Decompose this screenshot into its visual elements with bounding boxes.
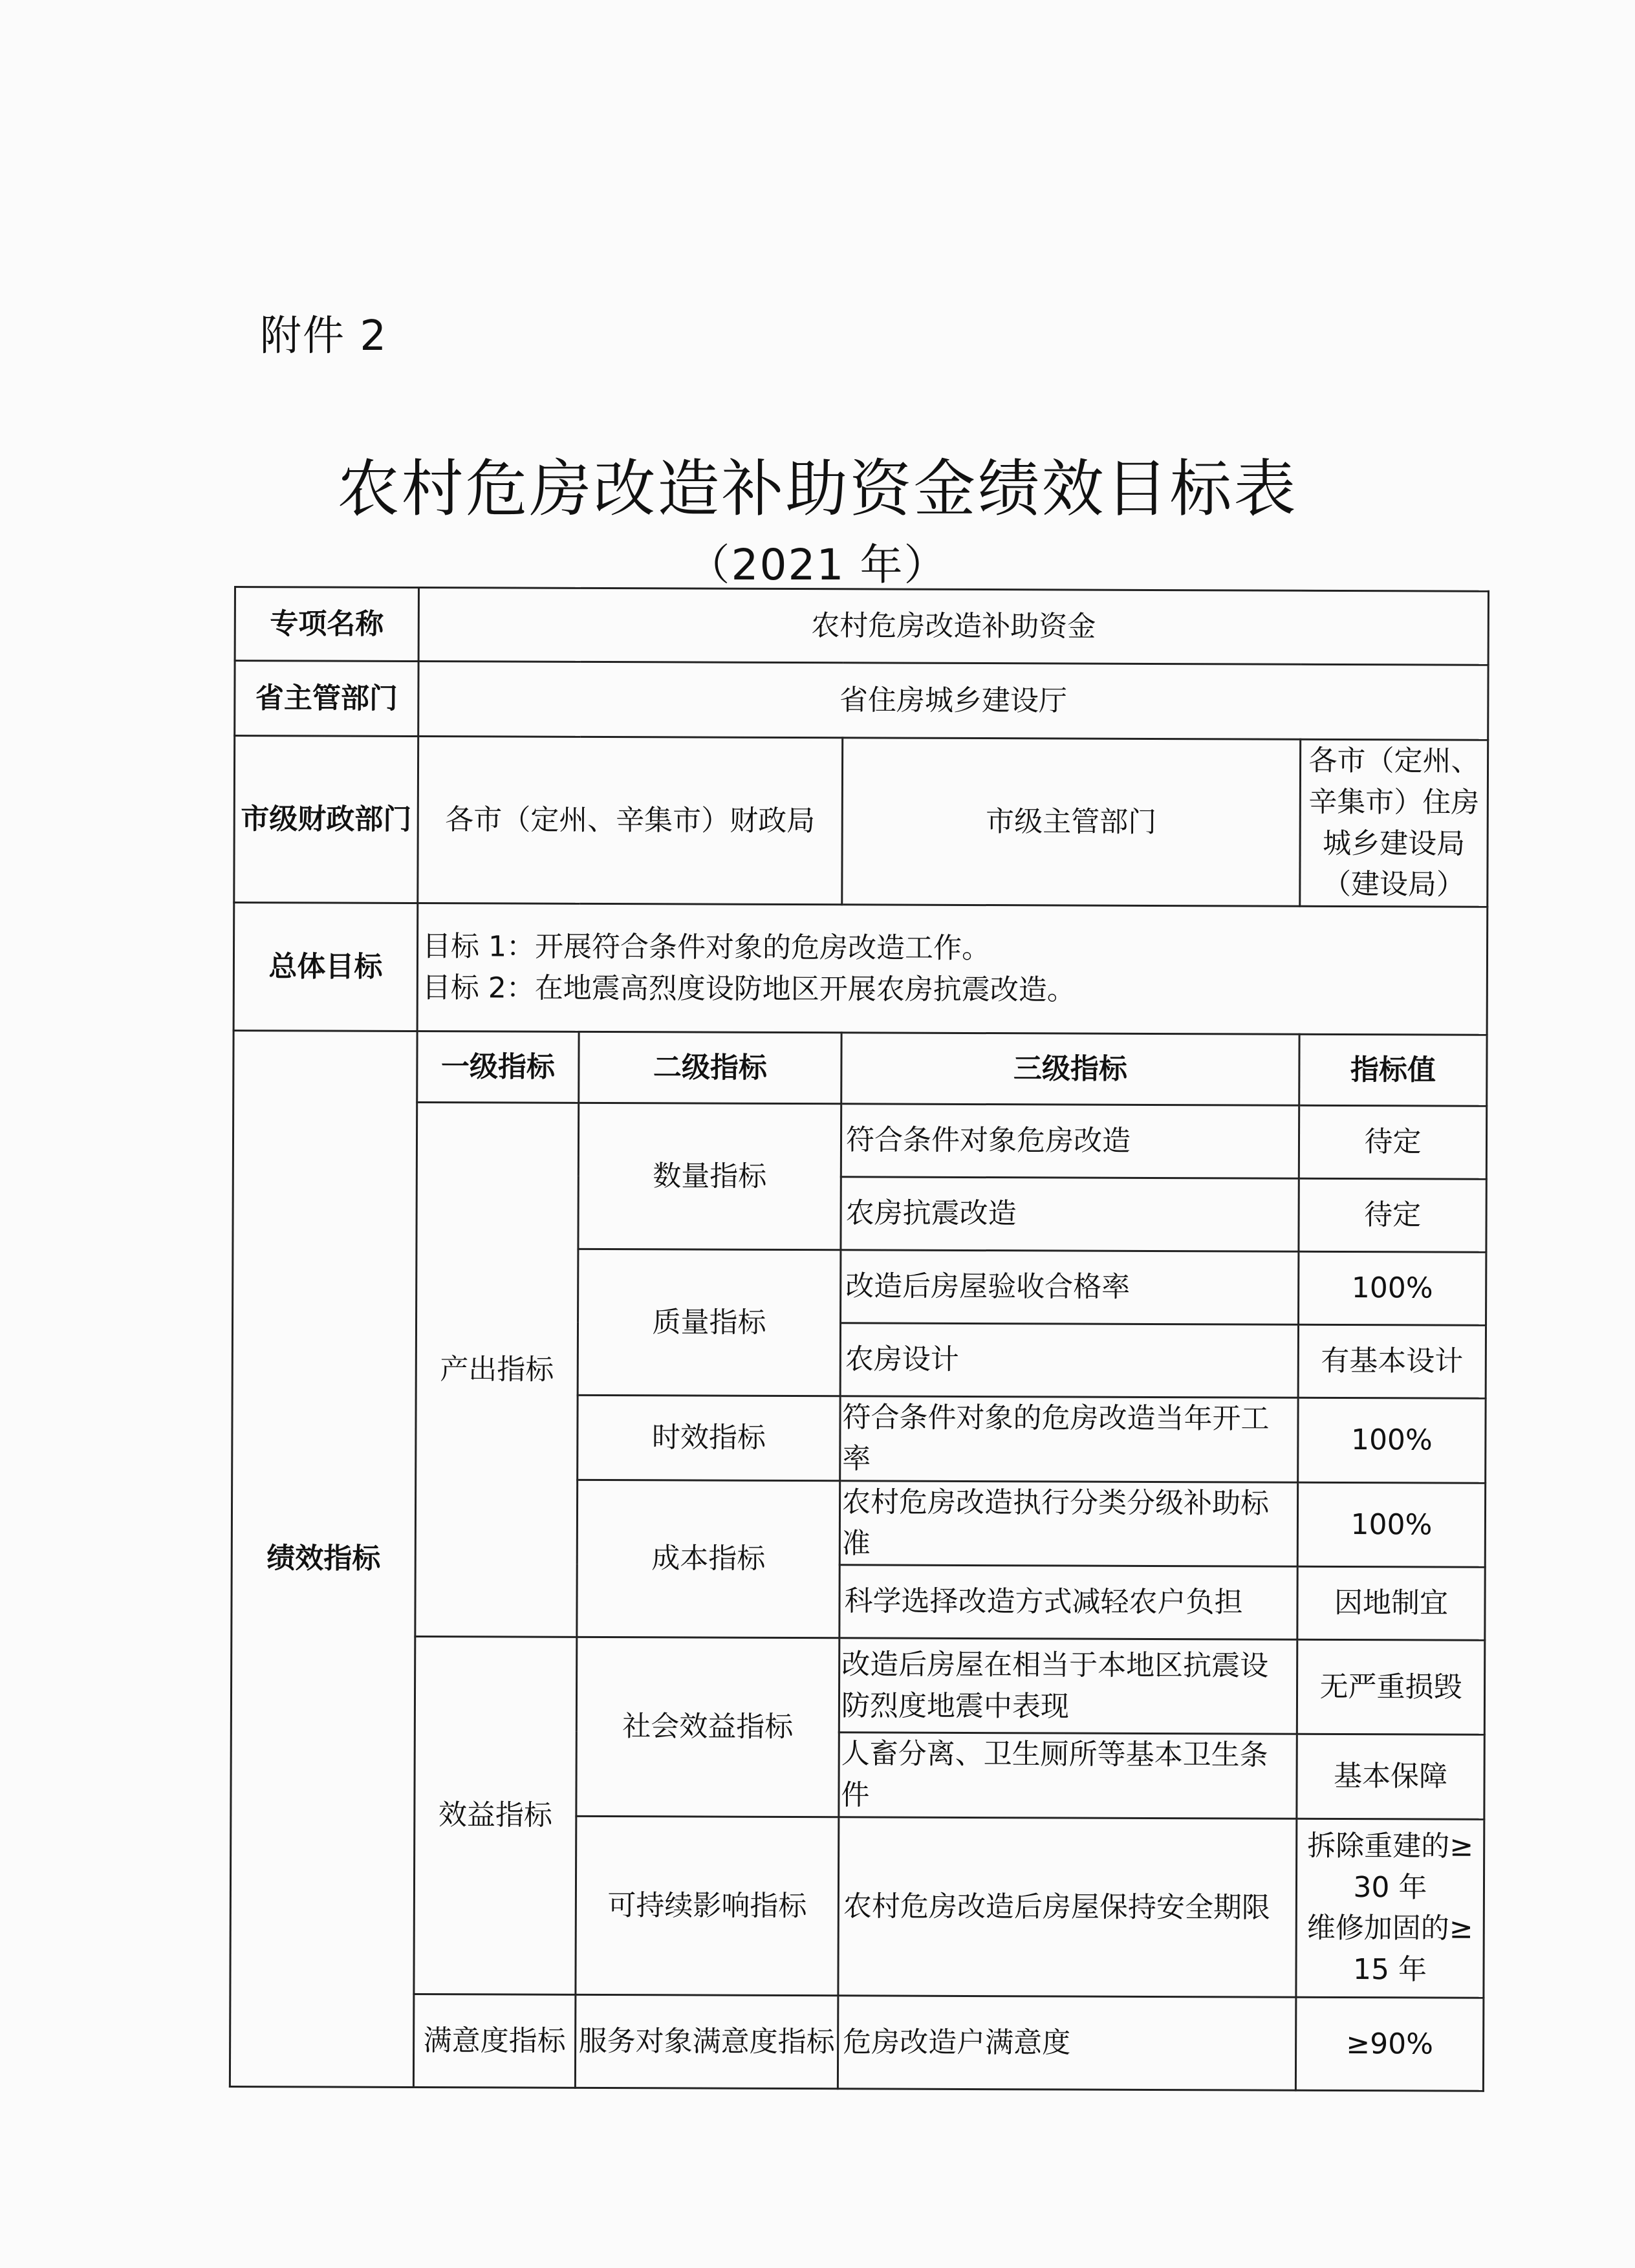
table-row: [235, 587, 1488, 665]
quality-row2-value: 有基本设计: [1298, 1324, 1486, 1398]
satisfaction-indicator-label: 满意度指标: [413, 1994, 576, 2088]
quantity-row1-name: 符合条件对象危房改造: [841, 1104, 1299, 1178]
table-row: [235, 661, 1488, 740]
output-indicator-label: 产出指标: [415, 1103, 579, 1637]
service-satisfaction-label: 服务对象满意度指标: [575, 1994, 838, 2088]
col-header-level1: 一级指标: [417, 1031, 579, 1103]
page-title: 农村危房改造补助资金绩效目标表: [337, 453, 1298, 525]
table-row: [233, 1031, 1487, 1107]
sustainable-value-line-2: 30 年: [1353, 1870, 1427, 1905]
col-header-level2: 二级指标: [579, 1032, 841, 1104]
overall-goal-1: 目标 1：开展符合条件对象的危房改造工作。: [422, 929, 991, 965]
benefit-indicator-label: 效益指标: [414, 1637, 577, 1994]
social-row2-name: 人畜分离、卫生厕所等基本卫生条件: [839, 1733, 1297, 1819]
city-dept-value: 各市（定州、辛集市）住房城乡建设局（建设局）: [1300, 739, 1488, 907]
sustainable-value-line-3: 维修加固的≥: [1306, 1912, 1473, 1946]
performance-indicators-label: 绩效指标: [230, 1031, 417, 2088]
overall-goal-value: [417, 903, 1488, 1035]
quality-indicator-label: 质量指标: [578, 1249, 841, 1396]
quality-row2-name: 农房设计: [840, 1323, 1298, 1398]
overall-goal-2: 目标 2：在地震高烈度设防地区开展农房抗震改造。: [422, 971, 1076, 1007]
project-name-label: 专项名称: [235, 587, 418, 662]
project-name-value: 农村危房改造补助资金: [418, 587, 1488, 665]
cost-row2-value: 因地制宜: [1297, 1567, 1485, 1641]
social-row1-value: 无严重损毁: [1297, 1640, 1485, 1735]
sustainable-value-line-4: 15 年: [1352, 1953, 1427, 1987]
cost-row2-name: 科学选择改造方式减轻农户负担: [839, 1565, 1297, 1639]
city-dept-label: 市级主管部门: [842, 738, 1301, 907]
quality-row1-name: 改造后房屋验收合格率: [841, 1250, 1299, 1324]
timeliness-indicator-label: 时效指标: [578, 1396, 840, 1481]
cost-row1-name: 农村危房改造执行分类分级补助标准: [839, 1481, 1297, 1567]
social-benefit-label: 社会效益指标: [576, 1637, 839, 1817]
col-header-value: 指标值: [1299, 1034, 1487, 1106]
attachment-label: 附件 2: [260, 312, 388, 360]
table-row: [233, 903, 1488, 1035]
page-subtitle-year: （2021 年）: [687, 540, 948, 590]
table-row: [231, 1636, 1484, 1735]
satisfaction-row1-name: 危房改造户满意度: [838, 1996, 1295, 2090]
timeliness-row1-value: 100%: [1298, 1398, 1486, 1483]
quantity-row2-value: 待定: [1299, 1178, 1486, 1252]
social-row1-name: 改造后房屋在相当于本地区抗震设防烈度地震中表现: [839, 1638, 1297, 1734]
province-dept-value: 省住房城乡建设厅: [418, 661, 1488, 740]
sustainable-row1-value: [1296, 1819, 1484, 1998]
quantity-row1-value: 待定: [1299, 1105, 1486, 1179]
quantity-row2-name: 农房抗震改造: [841, 1177, 1299, 1251]
table-row: [234, 736, 1488, 907]
satisfaction-row1-value: ≥90%: [1295, 1997, 1484, 2091]
sustainable-row1-name: 农村危房改造后房屋保持安全期限: [838, 1817, 1297, 1997]
timeliness-row1-name: 符合条件对象的危房改造当年开工率: [840, 1396, 1298, 1482]
table-row: [230, 1993, 1483, 2091]
quantity-indicator-label: 数量指标: [578, 1103, 841, 1250]
overall-goal-label: 总体目标: [233, 903, 418, 1031]
quality-row1-value: 100%: [1299, 1251, 1486, 1325]
city-finance-label: 市级财政部门: [234, 736, 418, 903]
cost-indicator-label: 成本指标: [577, 1480, 840, 1638]
sustainable-value-line-1: 拆除重建的≥: [1307, 1829, 1474, 1863]
sustainable-impact-label: 可持续影响指标: [576, 1816, 839, 1995]
province-dept-label: 省主管部门: [235, 661, 418, 737]
city-finance-value: 各市（定州、辛集市）财政局: [418, 736, 843, 904]
col-header-level3: 三级指标: [841, 1033, 1299, 1105]
social-row2-value: 基本保障: [1297, 1734, 1484, 1820]
cost-row1-value: 100%: [1297, 1482, 1485, 1568]
performance-target-table: [229, 586, 1489, 2092]
table-row: [233, 1102, 1486, 1180]
